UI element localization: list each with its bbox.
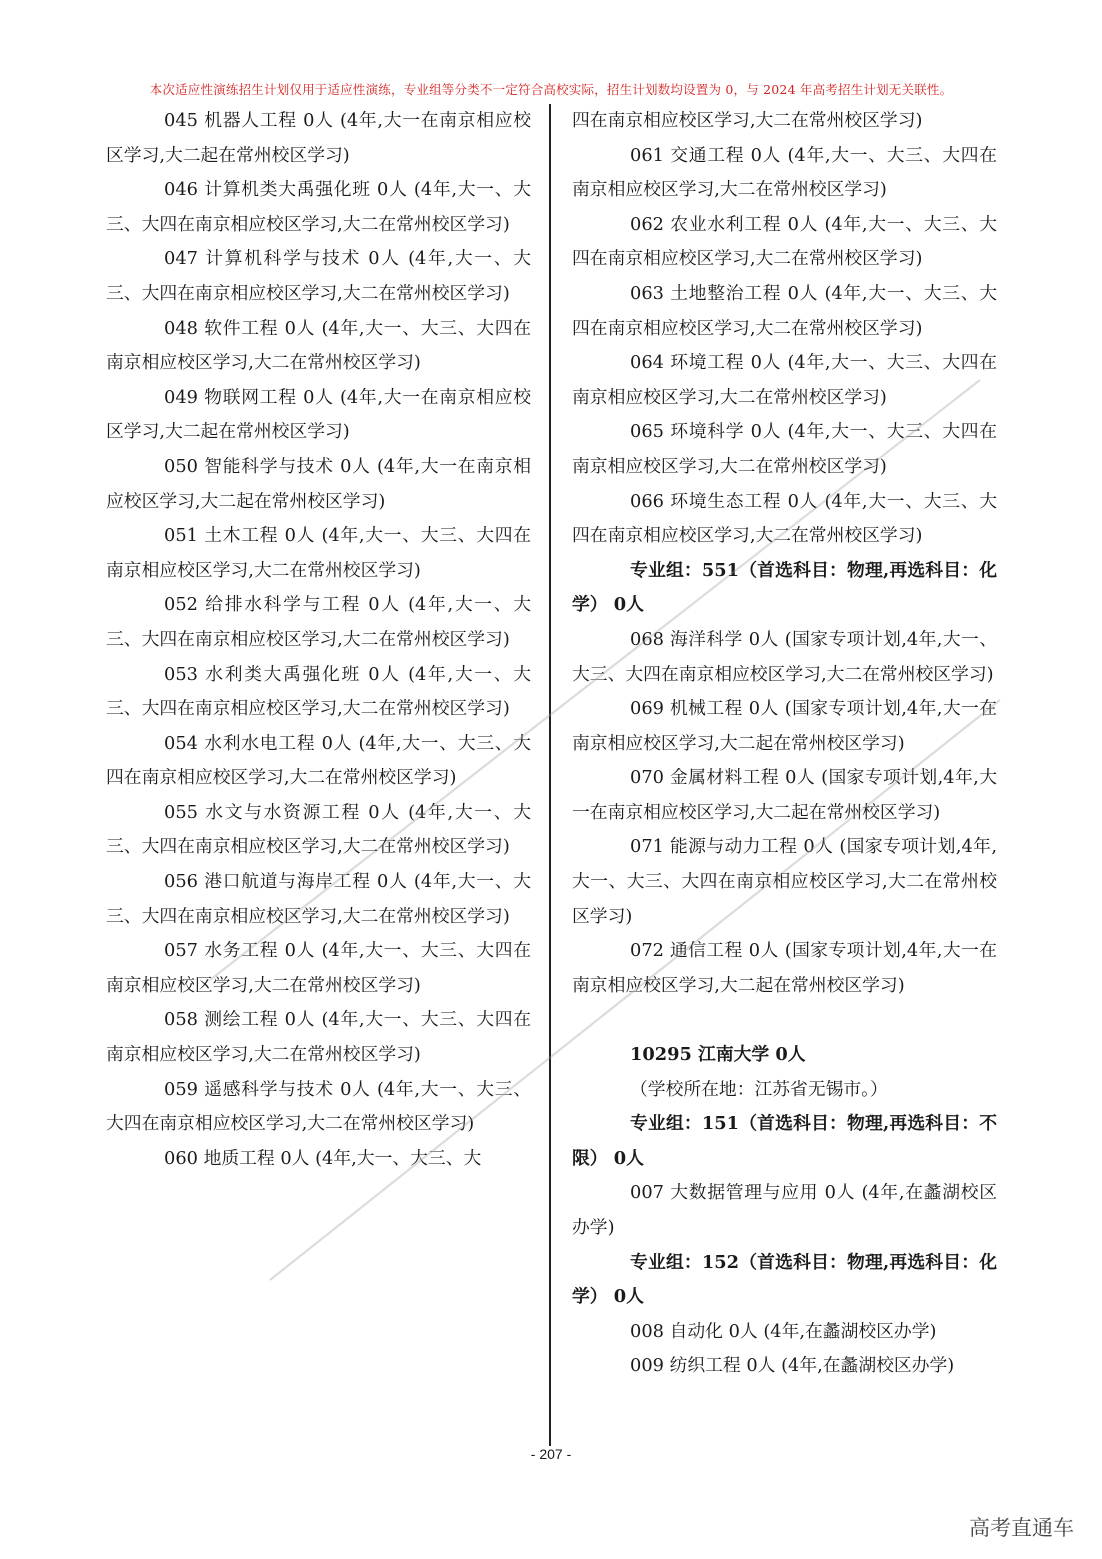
list-item: 069 机械工程 0人 (国家专项计划,4年,大一在南京相应校区学习,大二起在常州校区学习)	[572, 698, 997, 754]
list-item: 071 能源与动力工程 0人 (国家专项计划,4年,大一、大三、大四在南京相应校区学习,大二在常州校区学习)	[572, 836, 997, 927]
list-item-continuation: 四在南京相应校区学习,大二在常州校区学习)	[572, 110, 923, 131]
list-item: 065 环境科学 0人 (4年,大一、大三、大四在南京相应校区学习,大二在常州校区学习)	[572, 421, 997, 477]
list-item: 064 环境工程 0人 (4年,大一、大三、大四在南京相应校区学习,大二在常州校区学习)	[572, 352, 997, 408]
group-heading-152: 专业组：152（首选科目：物理,再选科目：化学） 0人	[572, 1251, 997, 1308]
list-item: 052 给排水科学与工程 0人 (4年,大一、大三、大四在南京相应校区学习,大二在常州校区学习)	[106, 594, 531, 650]
list-item: 046 计算机类大禹强化班 0人 (4年,大一、大三、大四在南京相应校区学习,大二在常州校区学习)	[106, 179, 531, 235]
group-heading-151: 专业组：151（首选科目：物理,再选科目：不限） 0人	[572, 1113, 997, 1169]
list-item: 051 土木工程 0人 (4年,大一、大三、大四在南京相应校区学习,大二在常州校区学习)	[106, 525, 531, 581]
list-item: 066 环境生态工程 0人 (4年,大一、大三、大四在南京相应校区学习,大二在常州校区学习)	[572, 490, 997, 547]
list-item: 059 遥感科学与技术 0人 (4年,大一、大三、大四在南京相应校区学习,大二在常州校区学习)	[106, 1078, 531, 1135]
university-location: （学校所在地：江苏省无锡市。）	[630, 1078, 888, 1100]
list-item: 068 海洋科学 0人 (国家专项计划,4年,大一、大三、大四在南京相应校区学习,大二在常州校区学习)	[572, 628, 997, 685]
left-column	[106, 104, 531, 1176]
list-item: 054 水利水电工程 0人 (4年,大一、大三、大四在南京相应校区学习,大二在常州校区学习)	[106, 732, 531, 789]
list-item: 009 纺织工程 0人 (4年,在蠡湖校区办学)	[630, 1355, 955, 1377]
list-item: 008 自动化 0人 (4年,在蠡湖校区办学)	[630, 1320, 937, 1342]
list-item: 049 物联网工程 0人 (4年,大一在南京相应校区学习,大二起在常州校区学习)	[106, 386, 531, 443]
university-title: 10295 江南大学 0人	[630, 1044, 806, 1066]
list-item: 047 计算机科学与技术 0人 (4年,大一、大三、大四在南京相应校区学习,大二在常州校区学习)	[106, 248, 531, 304]
list-item: 007 大数据管理与应用 0人 (4年,在蠡湖校区办学)	[572, 1182, 997, 1238]
group-heading-551: 专业组：551（首选科目：物理,再选科目：化学） 0人	[572, 559, 997, 616]
list-item: 045 机器人工程 0人 (4年,大一在南京相应校区学习,大二起在常州校区学习)	[106, 110, 531, 166]
list-item: 050 智能科学与技术 0人 (4年,大一在南京相应校区学习,大二起在常州校区学习)	[106, 455, 531, 512]
notice-banner: 本次适应性演练招生计划仅用于适应性演练，专业组等分类不一定符合高校实际，招生计划数均设置为 0，与 2024 年高考招生计划无关联性。	[149, 82, 953, 97]
list-item: 063 土地整治工程 0人 (4年,大一、大三、大四在南京相应校区学习,大二在常州校区学习)	[572, 282, 997, 339]
list-item: 062 农业水利工程 0人 (4年,大一、大三、大四在南京相应校区学习,大二在常州校区学习)	[572, 213, 997, 270]
column-divider	[549, 104, 551, 1446]
spacer	[572, 1003, 997, 1038]
right-column	[572, 104, 997, 1384]
list-item: 057 水务工程 0人 (4年,大一、大三、大四在南京相应校区学习,大二在常州校区学习)	[106, 940, 531, 996]
list-item: 060 地质工程 0人 (4年,大一、大三、大	[164, 1147, 482, 1169]
list-item: 048 软件工程 0人 (4年,大一、大三、大四在南京相应校区学习,大二在常州校区学习)	[106, 317, 531, 374]
list-item: 058 测绘工程 0人 (4年,大一、大三、大四在南京相应校区学习,大二在常州校区学习)	[106, 1009, 531, 1066]
list-item: 072 通信工程 0人 (国家专项计划,4年,大一在南京相应校区学习,大二起在常州校区学习)	[572, 940, 997, 996]
page-number: - 207 -	[530, 1446, 572, 1462]
list-item: 055 水文与水资源工程 0人 (4年,大一、大三、大四在南京相应校区学习,大二在常州校区学习)	[106, 801, 531, 858]
list-item: 056 港口航道与海岸工程 0人 (4年,大一、大三、大四在南京相应校区学习,大二在常州校区学习)	[106, 871, 531, 927]
brand-watermark: 高考直通车	[969, 1516, 1074, 1540]
list-item: 053 水利类大禹强化班 0人 (4年,大一、大三、大四在南京相应校区学习,大二在常州校区学习)	[106, 663, 531, 720]
list-item: 061 交通工程 0人 (4年,大一、大三、大四在南京相应校区学习,大二在常州校区学习)	[572, 144, 997, 201]
list-item: 070 金属材料工程 0人 (国家专项计划,4年,大一在南京相应校区学习,大二起在常州校区学习)	[572, 767, 997, 823]
